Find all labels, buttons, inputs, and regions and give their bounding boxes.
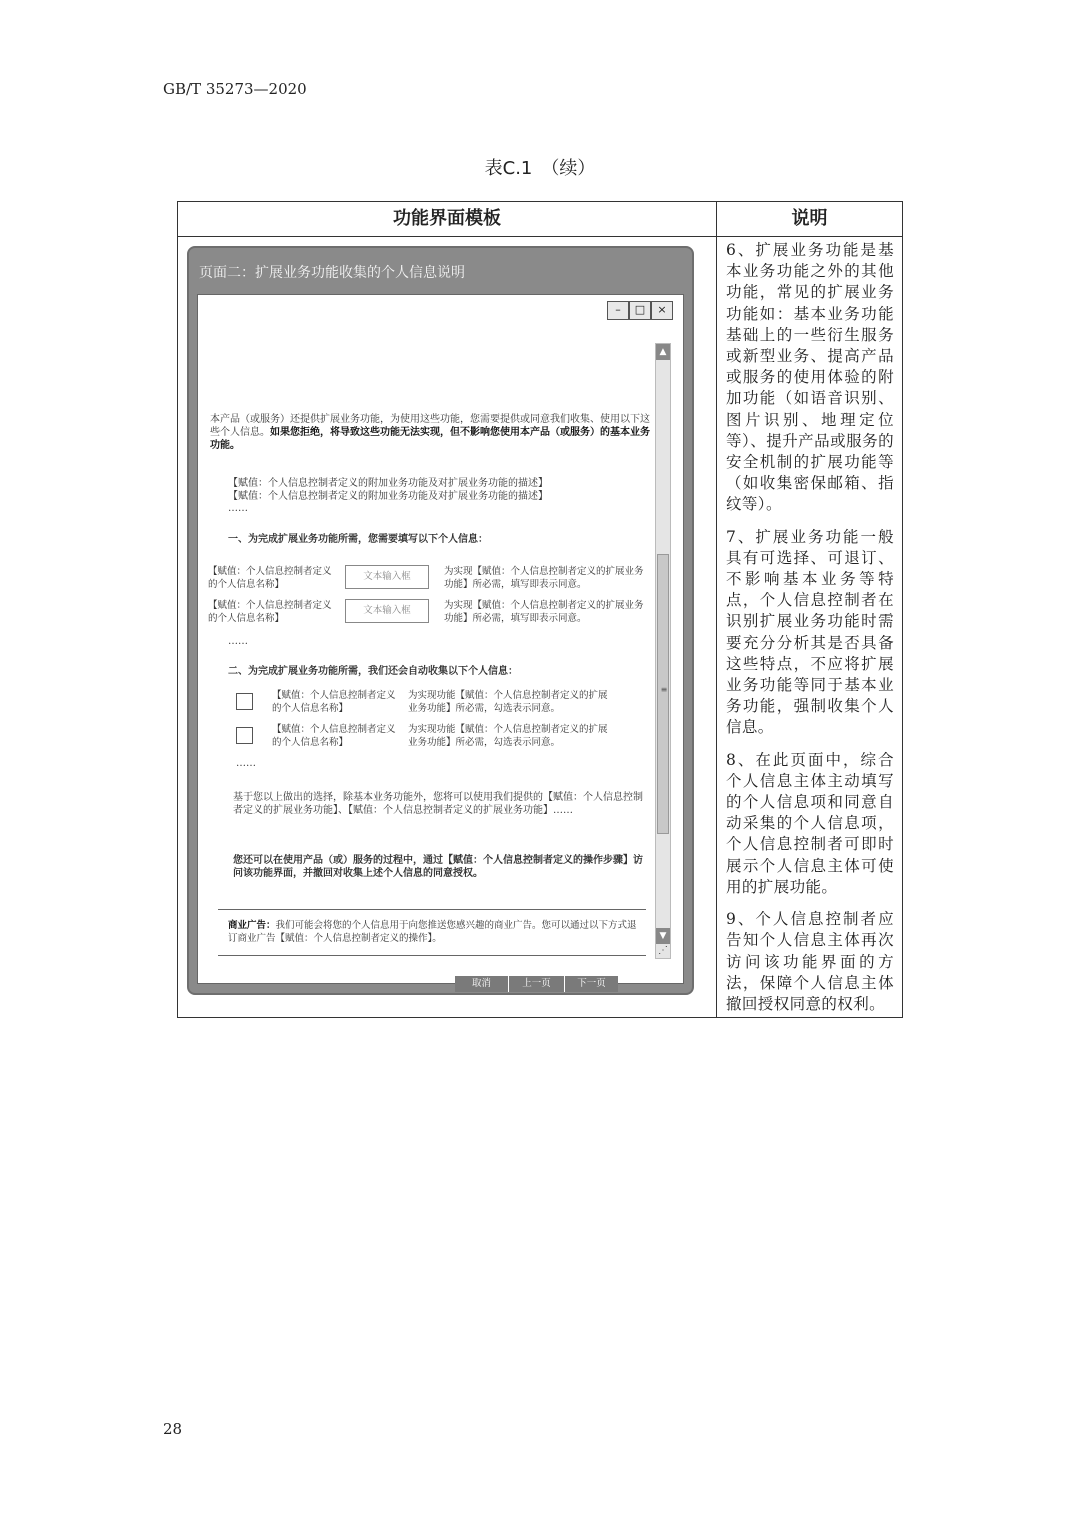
ad-text: 我们可能会将您的个人信息用于向您推送您感兴趣的商业广告。您可以通过以下方式退订商业广告【赋值：个人信息控制者定义的操作】。 <box>228 920 637 944</box>
section1-title: 一、为完成扩展业务功能所需，您需要填写以下个人信息： <box>228 534 488 545</box>
intro-text <box>210 413 650 452</box>
note-6: 6、扩展业务功能是基本业务功能之外的其他功能，常见的扩展业务功能如：基本业务功能基础上的一些衍生服务或新型业务、提高产品或服务的使用体验的附加功能（如语音识别、图片识别、地理定位等）、提升产品或服务的安全机制的扩展功能等（如收集密保邮箱、指纹等）。 <box>726 241 894 514</box>
column-divider <box>716 202 717 1017</box>
check-label-2: 【赋值：个人信息控制者定义的个人信息名称】 <box>272 724 396 748</box>
note-7: 7、扩展业务功能一般具有可选择、可退订、不影响基本业务等特点，个人信息控制者在识别扩展业务功能时需要充分分析其是否具备这些特点，不应将扩展业务功能等同于基本业务功能，强制收集个人信息。 <box>726 527 894 737</box>
table-header-row <box>178 202 902 237</box>
consent-checkbox-1[interactable] <box>236 693 253 710</box>
prev-button[interactable]: 上一页 <box>509 976 565 992</box>
minimize-icon[interactable]: – <box>607 301 629 320</box>
table-caption: 表C.1 （续） <box>484 158 596 179</box>
assign-line-1: 【赋值：个人信息控制者定义的附加业务功能及对扩展业务功能的描述】 <box>228 478 548 489</box>
header-ui-template: 功能界面模板 <box>393 208 501 229</box>
choice-text: 基于您以上做出的选择，除基本业务功能外，您将可以使用我们提供的【赋值：个人信息控制者定义的扩展业务功能】、【赋值：个人信息控制者定义的扩展业务功能】…… <box>233 792 643 816</box>
consent-checkbox-2[interactable] <box>236 727 253 744</box>
grip-icon: ≡ <box>660 685 668 694</box>
wizard-buttons <box>455 976 618 992</box>
assign-line-2: 【赋值：个人信息控制者定义的附加业务功能及对扩展业务功能的描述】 <box>228 491 548 502</box>
vertical-scrollbar[interactable] <box>655 343 671 959</box>
divider-bottom <box>218 955 646 956</box>
maximize-icon[interactable]: □ <box>629 301 651 320</box>
field-label-2: 【赋值：个人信息控制者定义的个人信息名称】 <box>208 600 332 624</box>
intro-plain: 本产品（或服务）还提供扩展业务功能，为使用这些功能，您需要提供或同意我们收集、使用以下这些个人信息。 <box>210 414 650 438</box>
divider-top <box>218 909 646 910</box>
ellipsis-1: …… <box>228 503 248 514</box>
ellipsis-2: …… <box>228 636 248 647</box>
scroll-down-icon[interactable]: ▼ <box>656 928 670 944</box>
check-label-1: 【赋值：个人信息控制者定义的个人信息名称】 <box>272 690 396 714</box>
field-desc-2: 为实现【赋值：个人信息控制者定义的扩展业务功能】所必需，填写即表示同意。 <box>444 600 644 624</box>
scroll-up-icon[interactable]: ▲ <box>656 344 670 360</box>
page-number: 28 <box>163 1420 183 1438</box>
field-label-1: 【赋值：个人信息控制者定义的个人信息名称】 <box>208 566 332 590</box>
revoke-text: 您还可以在使用产品（或）服务的过程中，通过【赋值：个人信息控制者定义的操作步骤】访问该功能界面，并撤回对收集上述个人信息的同意授权。 <box>233 855 643 879</box>
mock-dialog-window <box>187 246 694 995</box>
section2-title: 二、为完成扩展业务功能所需，我们还会自动收集以下个人信息： <box>228 666 518 677</box>
note-8: 8、在此页面中，综合个人信息主体主动填写的个人信息项和同意自动采集的个人信息项，个人信息控制者可即时展示个人信息主体可使用的扩展功能。 <box>726 750 894 896</box>
doc-id: GB/T 35273—2020 <box>163 80 307 98</box>
close-icon[interactable]: × <box>651 301 673 320</box>
ellipsis-3: …… <box>236 758 256 769</box>
text-input-2[interactable]: 文本输入框 <box>345 599 429 623</box>
check-desc-1: 为实现功能【赋值：个人信息控制者定义的扩展业务功能】所必需，勾选表示同意。 <box>408 690 608 714</box>
intro-bold: 如果您拒绝，将导致这些功能无法实现，但不影响您使用本产品（或服务）的基本业务功能。 <box>210 427 650 451</box>
window-title: 页面二：扩展业务功能收集的个人信息说明 <box>199 265 465 281</box>
resize-grip-icon[interactable]: ⋰ <box>658 945 668 956</box>
ad-notice <box>228 919 646 945</box>
check-desc-2: 为实现功能【赋值：个人信息控制者定义的扩展业务功能】所必需，勾选表示同意。 <box>408 724 608 748</box>
window-controls <box>607 301 673 320</box>
field-desc-1: 为实现【赋值：个人信息控制者定义的扩展业务功能】所必需，填写即表示同意。 <box>444 566 644 590</box>
ad-label: 商业广告： <box>228 920 276 931</box>
scroll-thumb[interactable] <box>657 554 669 834</box>
header-notes: 说明 <box>791 208 828 229</box>
note-9: 9、个人信息控制者应告知个人信息主体再次访问该功能界面的方法，保障个人信息主体撤回授权同意的权利。 <box>726 910 894 1013</box>
cancel-button[interactable]: 取消 <box>455 976 509 992</box>
text-input-1[interactable]: 文本输入框 <box>345 565 429 589</box>
notes-column <box>726 240 894 1026</box>
window-content <box>197 294 684 989</box>
next-button[interactable]: 下一页 <box>565 976 618 992</box>
